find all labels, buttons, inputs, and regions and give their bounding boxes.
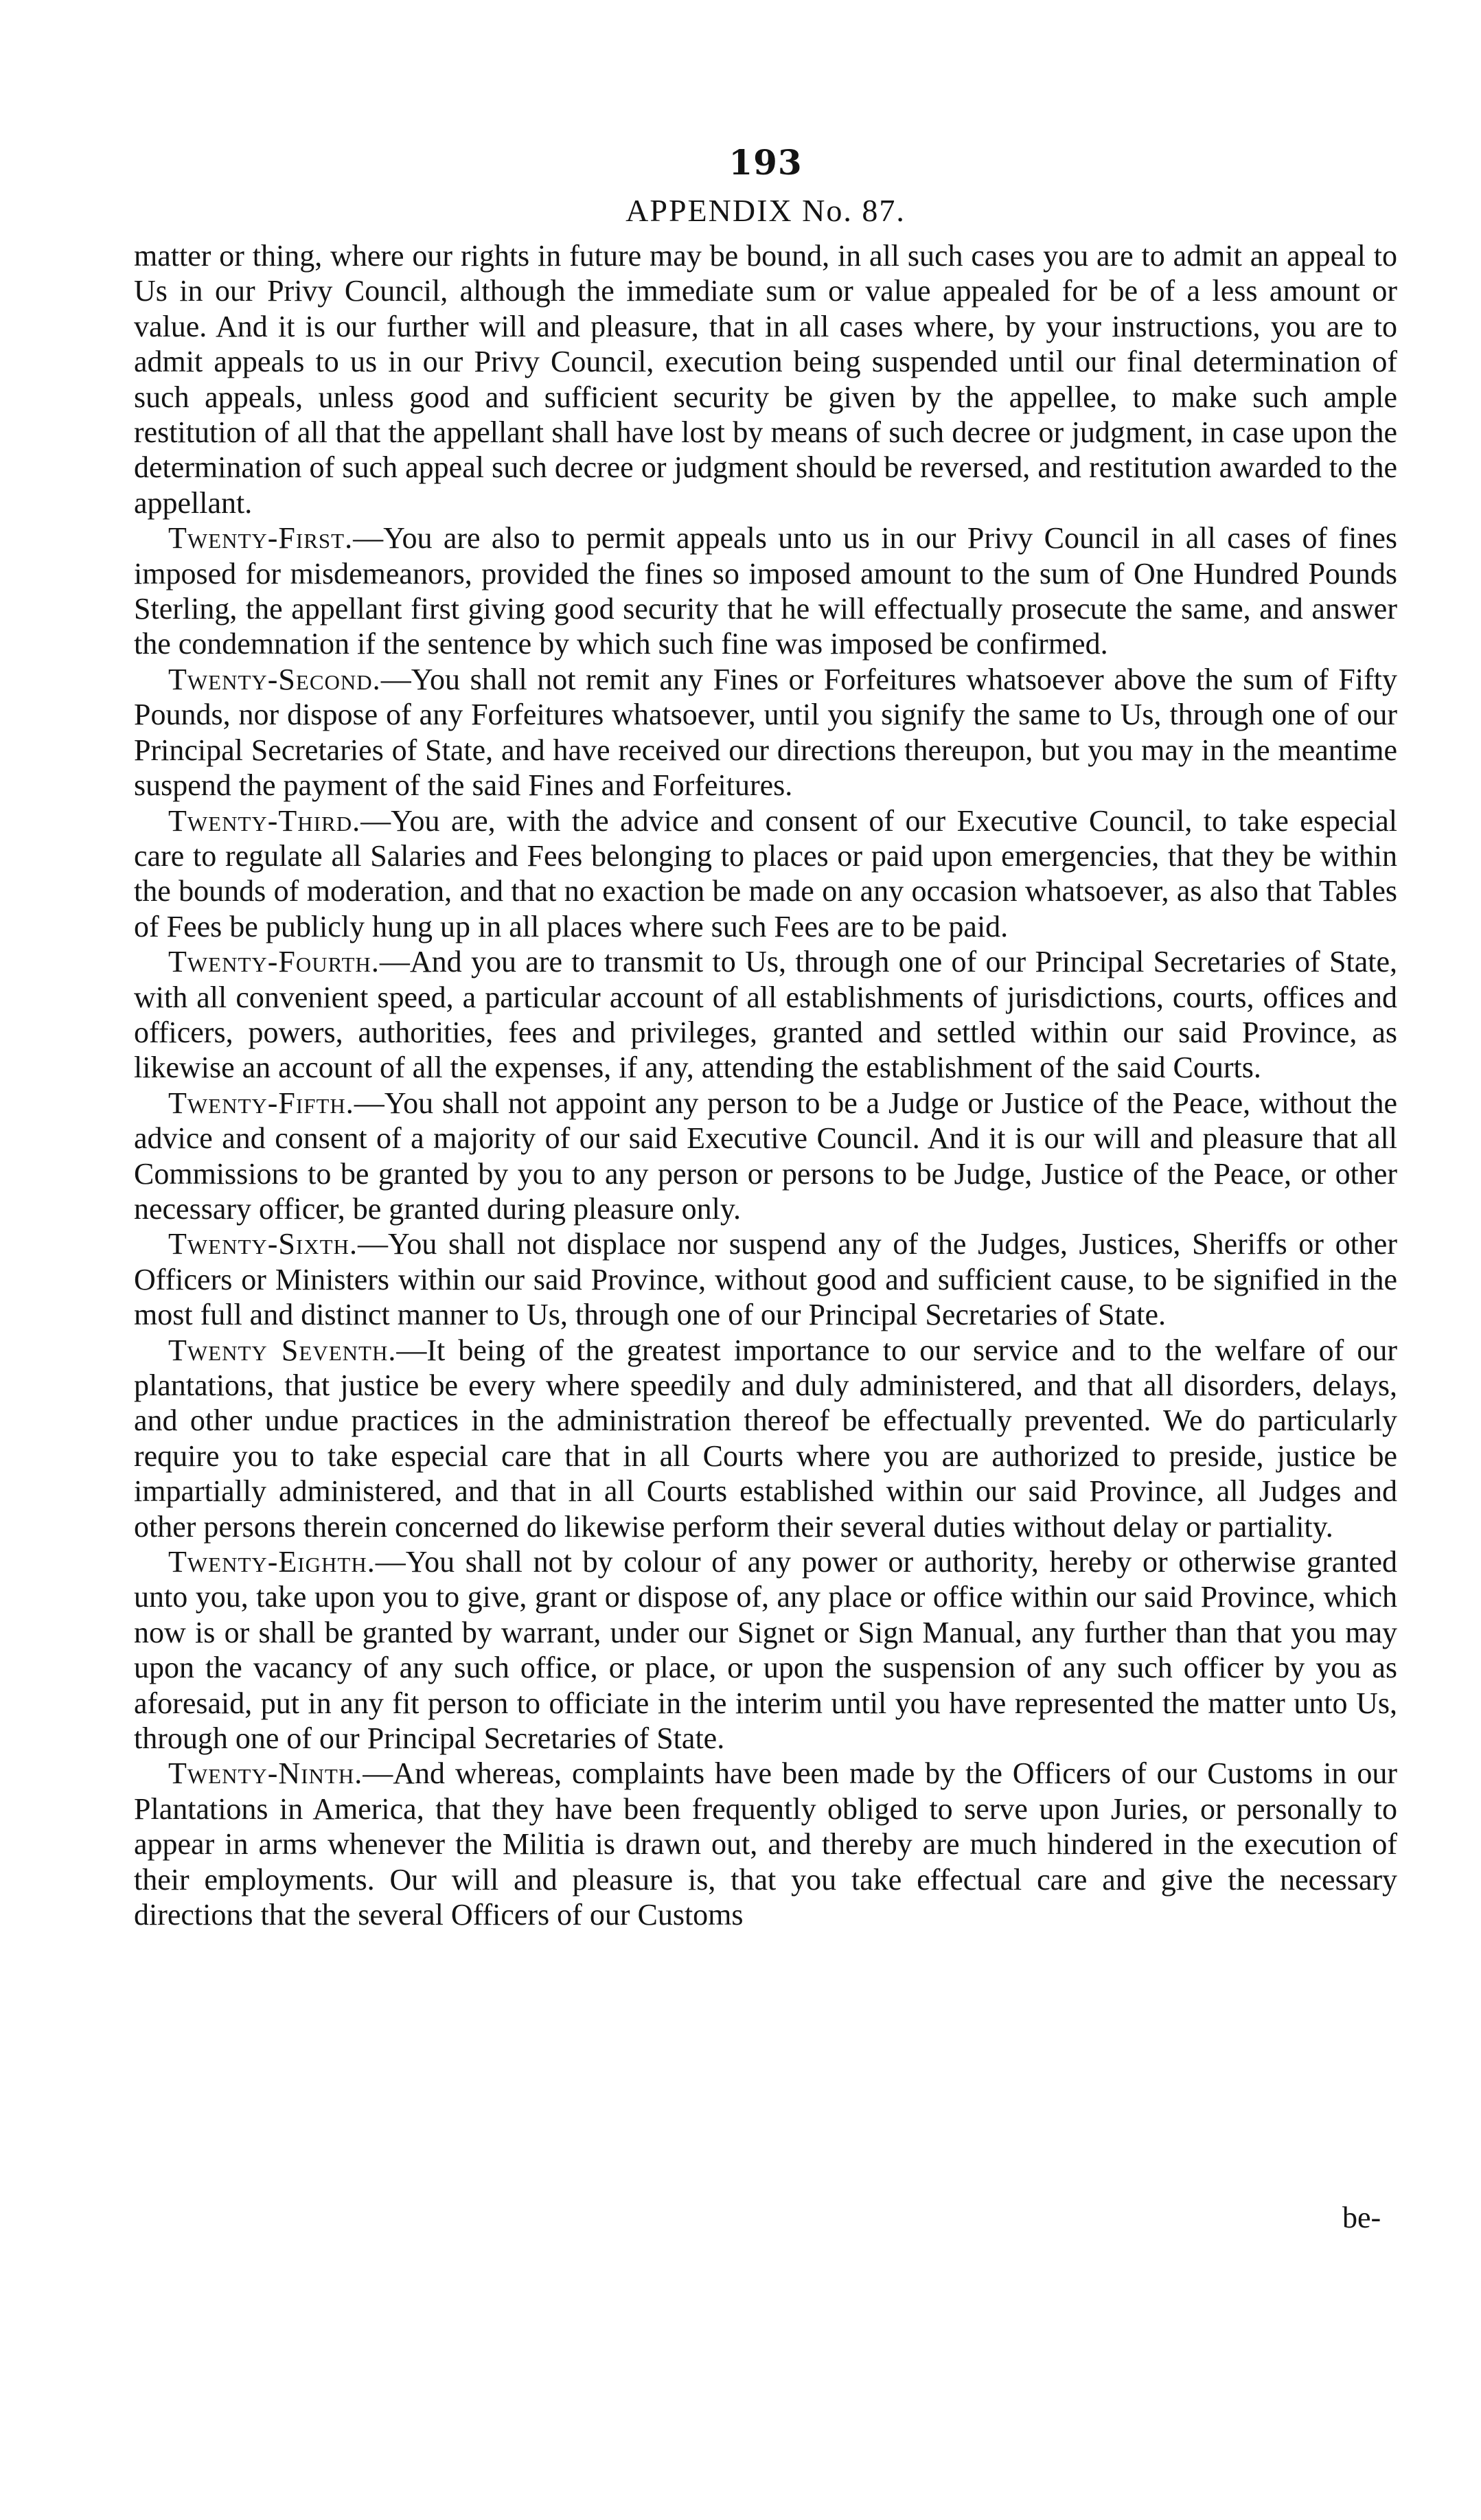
paragraph-text: —You are, with the advice and consent of our Executive Council, to take especial care to regulate all Salaries and Fees belonging to places or paid upon emergencies, that they be within the bounds of moderation, and that no exaction be made on any occasion whatsoever, as also that Tables of Fees be publicly hung up in all places where such Fees are to be paid.	[134, 803, 1397, 943]
catchword: be-	[1342, 2201, 1381, 2234]
paragraph-text: —You are also to permit appeals unto us in our Privy Council in all cases of fines imposed for misdemeanors, provided the fines so imposed amount to the sum of One Hundred Pounds Sterling, the appellant first giving good security that he will effectually prosecute the same, and answer the condemnation if the sentence by which such fine was imposed be confirmed.	[134, 521, 1397, 661]
paragraph-twenty-second	[134, 662, 1397, 803]
section-heading: Twenty-Third.	[168, 803, 361, 838]
paragraph-text: matter or thing, where our rights in future may be bound, in all such cases you are to admit an appeal to Us in our Privy Council, although the immediate sum or value appealed for be of a less amount or value. And it is our further will and pleasure, that in all cases where, by your instructions, you are to admit appeals to us in our Privy Council, execution being suspended until our final determination of such appeals, unless good and sufficient security be given by the appellee, to make such ample restitution of all that the appellant shall have lost by means of such decree or judgment, in case upon the determination of such appeal such decree or judgment should be reversed, and restitution awarded to the appellant.	[134, 239, 1397, 520]
paragraph-twenty-sixth	[134, 1226, 1397, 1332]
section-heading: Twenty-Second.	[168, 662, 381, 696]
page-number: 193	[728, 142, 803, 183]
section-heading: Twenty-Eighth.	[168, 1545, 376, 1579]
paragraph-twenty-fourth	[134, 944, 1397, 1086]
section-heading: Twenty Seventh.	[168, 1333, 397, 1367]
paragraph-text: —You shall not remit any Fines or Forfeitures whatsoever above the sum of Fifty Pounds, nor dispose of any Forfeitures whatsoever, until you signify the same to Us, through one of our Principal Secretaries of State, and have received our directions thereupon, but you may in the meantime suspend the payment of the said Fines and Forfeitures.	[134, 662, 1397, 803]
paragraph-twenty-third	[134, 803, 1397, 945]
section-heading: Twenty-Ninth.	[168, 1756, 363, 1791]
paragraph-text: —You shall not by colour of any power or authority, hereby or otherwise granted unto you, take upon you to give, grant or dispose of, any place or office within our said Province, which now is or shall be granted by warrant, under our Signet or Sign Manual, any further than that you may upon the vacancy of any such office, or place, or upon the suspension of any such officer by you as aforesaid, put in any fit person to officiate in the interim until you have represented the matter unto Us, through one of our Principal Secretaries of State.	[134, 1545, 1397, 1756]
paragraph-continuation	[134, 238, 1397, 520]
body-text	[134, 238, 1397, 1933]
section-heading: Twenty-First.	[168, 521, 354, 555]
paragraph-text: —It being of the greatest importance to our service and to the welfare of our plantations, that justice be every where speedily and duly administered, and that all disorders, delays, and other undue practices in the administration thereof be effectually prevented. We do particularly require you to take especial care that in all Courts where you are authorized to preside, justice be impartially administered, and that in all Courts established within our said Province, all Judges and other persons therein concerned do likewise perform their several duties without delay or partiality.	[134, 1333, 1397, 1544]
paragraph-text: —And whereas, complaints have been made by the Officers of our Customs in our Plantations in America, that they have been frequently obliged to serve upon Juries, or personally to appear in arms whenever the Militia is drawn out, and thereby are much hindered in the execution of their employments. Our will and pleasure is, that you take effectual care and give the necessary directions that the several Officers of our Customs	[134, 1756, 1397, 1932]
appendix-title: APPENDIX No. 87.	[625, 193, 906, 228]
section-heading: Twenty-Fourth.	[168, 945, 380, 979]
paragraph-twenty-seventh	[134, 1333, 1397, 1544]
paragraph-text: —You shall not appoint any person to be a Judge or Justice of the Peace, without the advice and consent of a majority of our said Executive Council. And it is our will and pleasure that all Commissions to be granted by you to any person or persons to be Judge, Justice of the Peace, or other necessary officer, be granted during pleasure only.	[134, 1086, 1397, 1226]
paragraph-text: —And you are to transmit to Us, through one of our Principal Secretaries of State, with all convenient speed, a particular account of all establishments of jurisdictions, courts, offices and officers, powers, authorities, fees and privileges, granted and settled within our said Province, as likewise an account of all the expenses, if any, attending the establishment of the said Courts.	[134, 945, 1397, 1085]
document-page	[134, 141, 1397, 1933]
paragraph-twenty-fifth	[134, 1086, 1397, 1227]
paragraph-twenty-first	[134, 520, 1397, 662]
paragraph-twenty-ninth	[134, 1756, 1397, 1932]
paragraph-text: —You shall not displace nor suspend any of the Judges, Justices, Sheriffs or other Officers or Ministers within our said Province, without good and sufficient cause, to be signified in the most full and distinct manner to Us, through one of our Principal Secretaries of State.	[134, 1227, 1397, 1332]
paragraph-twenty-eighth	[134, 1544, 1397, 1756]
section-heading: Twenty-Fifth.	[168, 1086, 354, 1120]
section-heading: Twenty-Sixth.	[168, 1227, 358, 1261]
